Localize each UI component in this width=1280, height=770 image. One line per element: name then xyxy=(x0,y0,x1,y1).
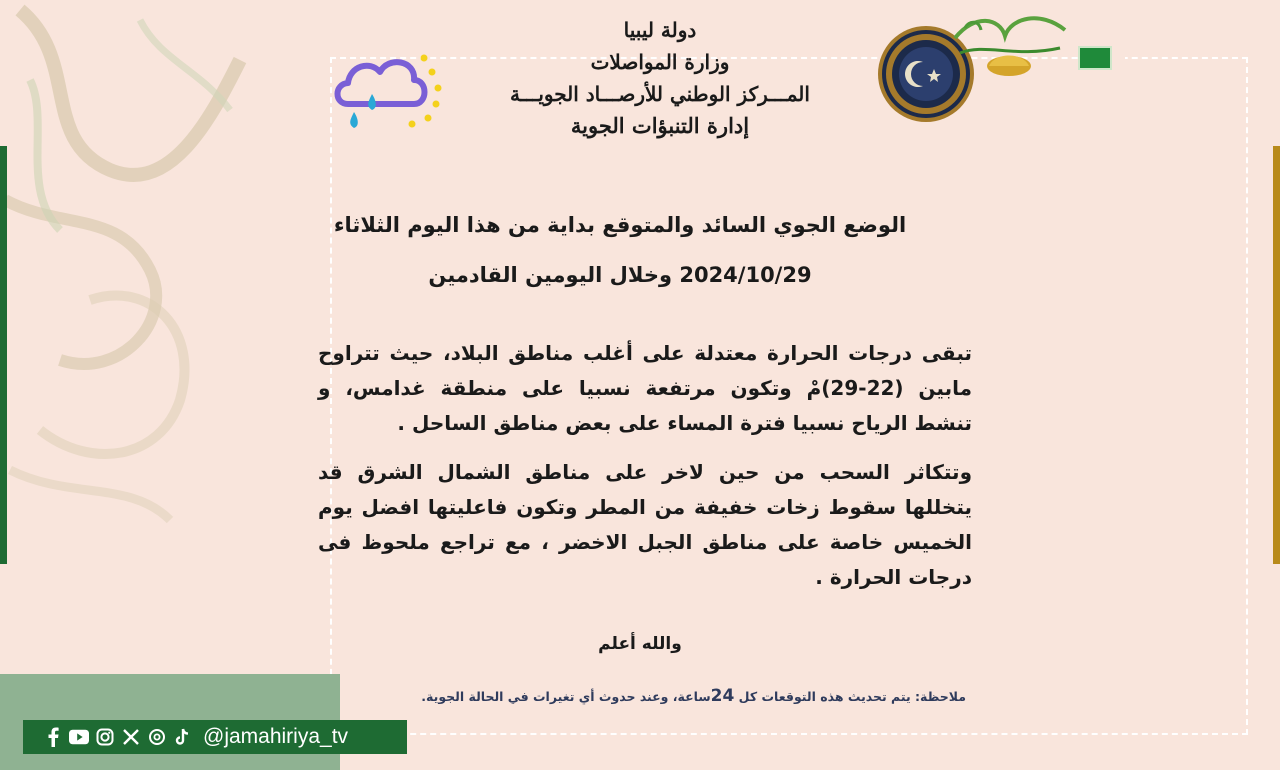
bulletin-title xyxy=(300,200,940,300)
ministry-header xyxy=(470,14,850,142)
forecast-paragraph-1: تبقى درجات الحرارة معتدلة على أغلب مناطق البلاد، حيث تتراوح مابين (22-29)مْ وتكون مرتفعة نسبيا على منطقة غدامس، و تنشط الرياح نسبيا فترة المساء على بعض مناطق الساحل . xyxy=(318,341,972,435)
green-flag-icon xyxy=(1078,46,1112,70)
header-department: إدارة التنبؤات الجوية xyxy=(570,113,750,138)
header-center: المـــركز الوطني للأرصـــاد الجويـــة xyxy=(510,82,810,106)
right-gold-bar xyxy=(1273,146,1280,564)
header-ministry: وزارة المواصلات xyxy=(590,50,730,74)
rain-cloud-sun-icon xyxy=(328,42,448,134)
closing-phrase: والله أعلم xyxy=(598,634,682,654)
left-green-bar xyxy=(0,146,7,564)
tiktok-icon[interactable] xyxy=(173,727,193,747)
background-calligraphy-decoration xyxy=(0,0,260,560)
update-interval: 24 xyxy=(710,686,735,706)
threads-icon[interactable] xyxy=(147,727,167,747)
title-line-1: الوضع الجوي السائد والمتوقع بداية من هذا اليوم الثلاثاء xyxy=(333,213,907,237)
social-bar xyxy=(23,720,407,754)
x-icon[interactable] xyxy=(121,727,141,747)
header-country: دولة ليبيا xyxy=(623,18,697,42)
facebook-icon[interactable] xyxy=(43,727,63,747)
channel-logo-calligraphy xyxy=(945,8,1075,80)
update-note: ملاحظة: يتم تحديث هذه التوقعات كل 24ساعة، وعند حدوث أي تغيرات في الحالة الجوية. xyxy=(421,686,966,706)
title-line-2: 2024/10/29 وخلال اليومين القادمين xyxy=(428,263,812,287)
youtube-icon[interactable] xyxy=(69,727,89,747)
forecast-paragraph-2: وتتكاثر السحب من حين لاخر على مناطق الشمال الشرق قد يتخللها سقوط زخات خفيفة من المطر وتكون فاعليتها افضل يوم الخميس خاصة على مناطق الجبل الاخضر ، مع تراجع ملحوظ فى درجات الحرارة . xyxy=(318,460,972,589)
instagram-icon[interactable] xyxy=(95,727,115,747)
social-handle[interactable]: @jamahiriya_tv xyxy=(203,725,349,748)
